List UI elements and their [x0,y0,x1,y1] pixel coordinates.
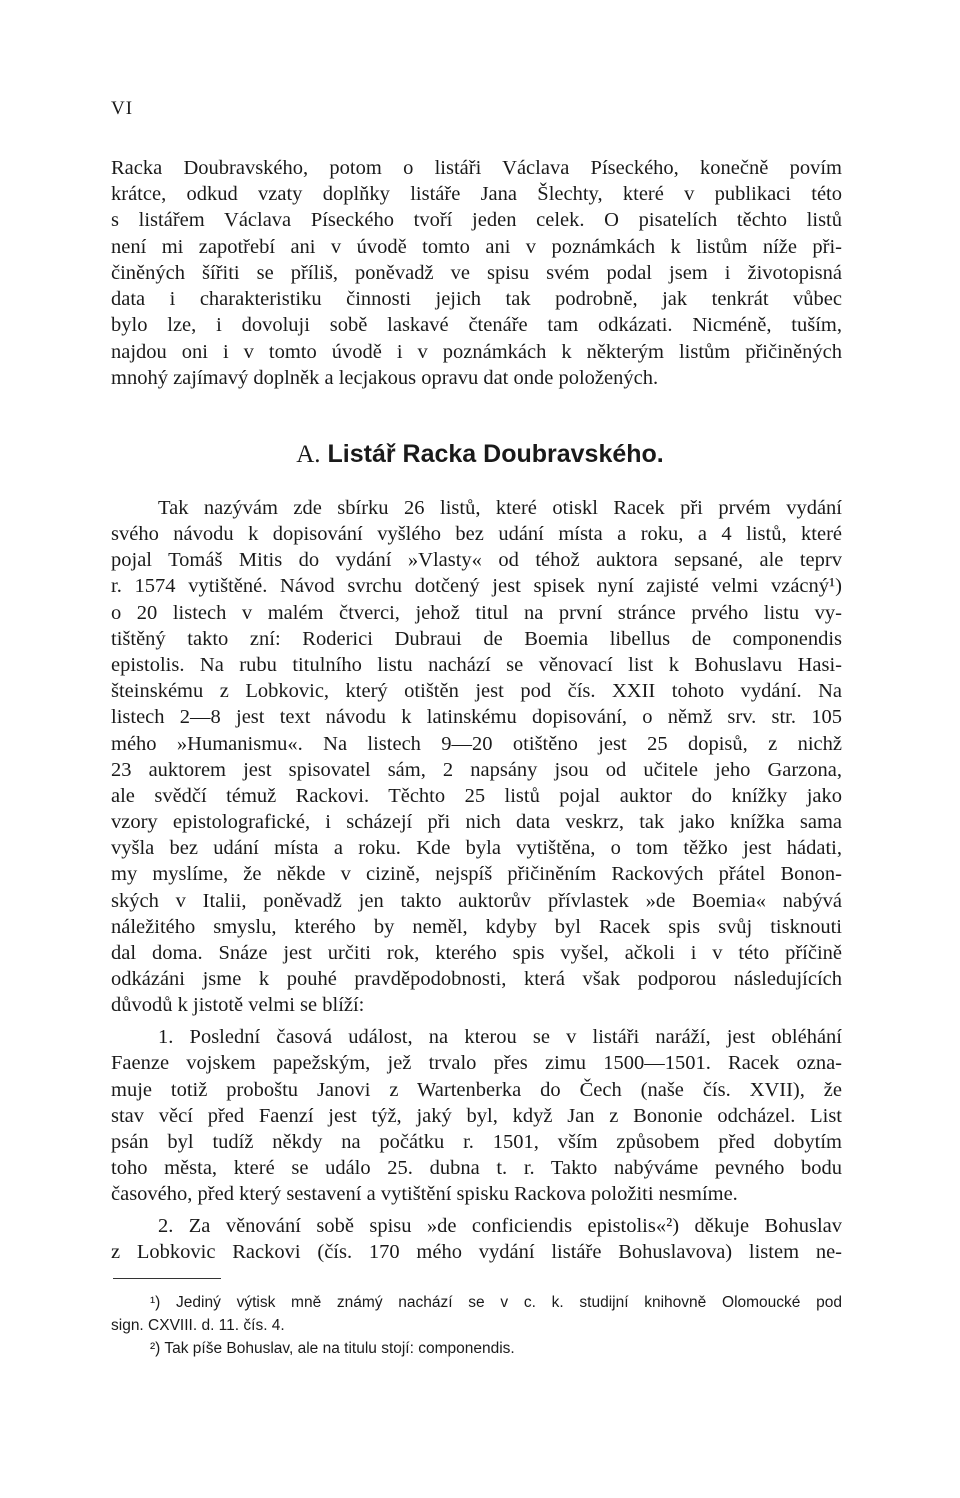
intro-line: není mi zapotřebí ani v úvodě tomto ani v poznámkách k listům níže při- [111,236,842,258]
section-title: Listář Racka Doubravského. [327,440,664,468]
section-line: odkázáni jsme k pouhé pravděpodobnosti, která však podporou následujících [111,968,842,990]
point1-line: stav věcí před Faenzí jest týž, jaký byl, když Jan z Bononie odcházel. List [111,1105,842,1127]
intro-line: data i charakteristiku činnosti jejich tak podrobně, jak tenkrát vůbec [111,288,842,310]
section-line: pojal Tomáš Mitis do vydání »Vlasty« od téhož auktora sepsané, ale teprv [111,549,842,571]
section-heading [0,440,960,469]
section-line: Tak nazývám zde sbírku 26 listů, které otiskl Racek při prvém vydání [158,497,842,519]
point1-line: muje totiž proboštu Janovi z Wartenberka do Čech (naše čís. XVII), že [111,1079,842,1101]
section-line: listech 2—8 jest text návodu k latinskému dopisování, o němž srv. str. 105 [111,706,842,728]
section-line: my myslíme, že někde v cizině, nejspíš přičiněním Rackových přátel Bonon- [111,863,842,885]
footnote-line: sign. CXVIII. d. 11. čís. 4. [111,1317,285,1334]
page-number: VI [111,98,134,119]
footnote-divider [113,1278,221,1279]
section-line: dal doma. Snáze jest určiti rok, kterého spis vyšel, ačkoli i v této příčině [111,942,842,964]
section-line: o 20 listech v malém čtverci, jehož titul na první stránce prvého listu vy- [111,602,842,624]
section-line: šteinskému z Lobkovic, který otištěn jest pod čís. XXII tohoto vydání. Na [111,680,842,702]
point1-line: toho města, které se událo 25. dubna t. r. Takto nabýváme pevného bodu [111,1157,842,1179]
section-line: svého návodu k dopisování vyšlého bez udání místa a roku, a 4 listů, které [111,523,842,545]
intro-line: s listářem Václava Píseckého tvoří jeden celek. O pisatelích těchto listů [111,209,842,231]
intro-line: Racka Doubravského, potom o listáři Václava Píseckého, konečně povím [111,157,842,179]
section-line: 23 auktorem jest spisovatel sám, 2 napsány jsou od učitele jeho Garzona, [111,759,842,781]
section-line: r. 1574 vytištěné. Návod svrchu dotčený jest spisek nyní zajisté velmi vzácný¹) [111,575,842,597]
point1-line: časového, před který sestavení a vytištění spisku Rackova položiti nesmíme. [111,1183,738,1205]
section-line: epistolis. Na rubu titulního listu nachází se věnovací list k Bohuslavu Hasi- [111,654,842,676]
section-line: mého »Humanismu«. Na listech 9—20 otištěno jest 25 dopisů, z nichž [111,733,842,755]
section-line: vyšla bez udání místa a roku. Kde byla vytištěna, o tom těžko jest hádati, [111,837,842,859]
intro-line: mnohý zajímavý doplněk a lecjakous opravu dat onde položených. [111,367,659,389]
section-line: ských v Italii, poněvadž jen takto auktorův přívlastek »de Boemia« nabývá [111,890,842,912]
point1-line: 1. Poslední časová událost, na kterou se v listáři naráží, jest obléhání [158,1026,842,1048]
point1-line: Faenze vojskem papežským, jež trvalo přes zimu 1500—1501. Racek ozna- [111,1052,842,1074]
point2-line: 2. Za věnování sobě spisu »de conficiendis epistolis«²) děkuje Bohuslav [158,1215,842,1237]
point2-line: z Lobkovic Rackovi (čís. 170 mého vydání listáře Bohuslavova) listem ne- [111,1241,842,1263]
section-line: náležitého smyslu, kterého by neměl, kdyby byl Racek spis svůj tisknouti [111,916,842,938]
section-line: tištěný takto zní: Roderici Dubraui de Boemia libellus de componendis [111,628,842,650]
point1-line: psán byl tudíž někdy na počátku r. 1501, vším způsobem před dobytím [111,1131,842,1153]
intro-line: krátce, odkud vzaty doplňky listáře Jana Šlechty, které v publikaci této [111,183,842,205]
intro-line: bylo lze, i dovoluji sobě laskavé čtenáře tam odkázati. Nicméně, tuším, [111,314,842,336]
intro-line: činěných šířiti se příliš, poněvadž ve spisu svém podal jsem i životopisná [111,262,842,284]
footnote-line: ²) Tak píše Bohuslav, ale na titulu stojí: componendis. [150,1340,515,1357]
section-line: vzory epistolografické, i scházejí při nich data veskrz, tak jako knížka sama [111,811,842,833]
footnote-line: ¹) Jediný výtisk mně známý nachází se v c. k. studijní knihovně Olomoucké pod [150,1294,842,1311]
section-line: důvodů k jistotě velmi se blíží: [111,994,365,1016]
section-letter: A. [296,441,321,468]
section-line: ale svědčí témuž Rackovi. Těchto 25 listů pojal auktor do knížky jako [111,785,842,807]
intro-line: najdou oni i v tomto úvodě i v poznámkách k některým listům přičiněných [111,341,842,363]
